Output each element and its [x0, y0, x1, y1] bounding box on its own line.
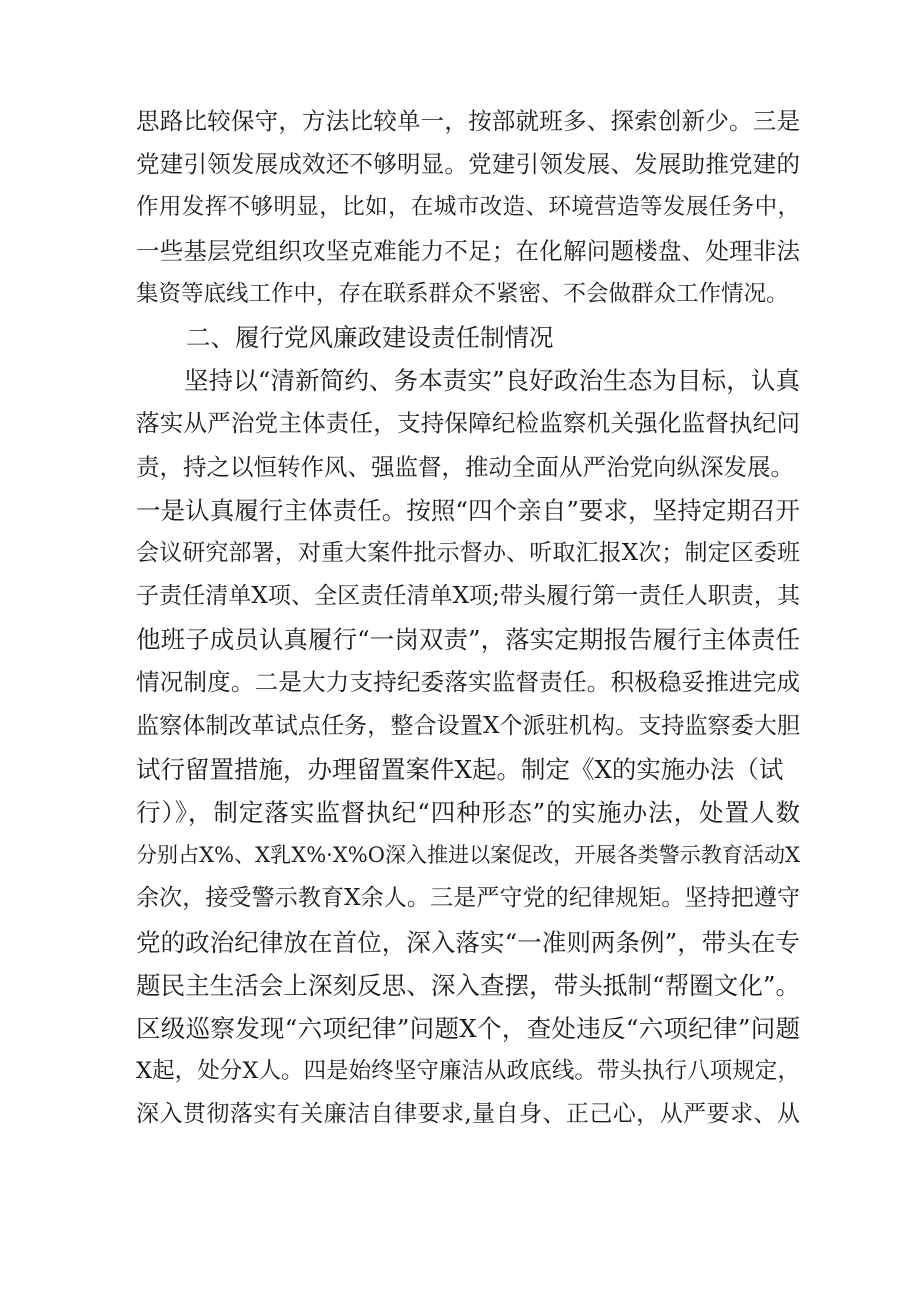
- paragraph-line: 党的政治纪律放在首位，深入落实“一准则两条例”，带头在专: [136, 927, 800, 957]
- paragraph-line: 区级巡察发现“六项纪律”问题X个，查处违反“六项纪律”问题: [136, 1013, 800, 1043]
- paragraph-line: 一是认真履行主体责任。按照“四个亲自”要求，坚持定期召开: [136, 495, 800, 525]
- paragraph-line: 他班子成员认真履行“一岗双责”，落实定期报告履行主体责任: [136, 625, 800, 655]
- paragraph-line: 责，持之以恒转作风、强监督，推动全面从严治党向纵深发展。: [136, 452, 794, 481]
- paragraph-line: 思路比较保守，方法比较单一，按部就班多、探索创新少。三是: [136, 107, 800, 135]
- paragraph-line: 分别占X%、X乳X%·X%O深入推进以案促改，开展各类警示教育活动X: [136, 843, 800, 868]
- paragraph-line: 试行留置措施，办理留置案件X起。制定《X的实施办法（试: [136, 754, 784, 784]
- paragraph-line: 落实从严治党主体责任，支持保障纪检监察机关强化监督执纪问: [136, 409, 800, 438]
- paragraph-line: 深入贯彻落实有关廉洁自律要求,量自身、正己心，从严要求、从: [136, 1101, 800, 1128]
- paragraph-line: 党建引领发展成效还不够明显。党建引领发展、发展助推党建的: [136, 150, 800, 179]
- document-body: [136, 100, 800, 1137]
- section-heading: 二、履行党风廉政建设责任制情况: [186, 322, 554, 352]
- paragraph-line: X起，处分X人。四是始终坚守廉洁从政底线。带头执行八项规定，: [136, 1058, 800, 1085]
- paragraph-line: 子责任清单X项、全区责任清单X项;带头履行第一责任人职责，其: [136, 583, 800, 610]
- paragraph-line: 坚持以“清新简约、务本责实”良好政治生态为目标，认真: [184, 366, 800, 396]
- paragraph-line: 监察体制改革试点任务，整合设置X个派驻机构。支持监察委大胆: [136, 712, 800, 739]
- paragraph-line: 一些基层党组织攻坚克难能力不足；在化解问题楼盘、处理非法: [136, 236, 800, 265]
- paragraph-line: 行）》，制定落实监督执纪“四种形态”的实施办法，处置人数: [136, 798, 800, 827]
- paragraph-line: 题民主生活会上深刻反思、深入查摆，带头抵制“帮圈文化”。: [136, 970, 800, 1000]
- paragraph-line: 余次，接受警示教育X余人。三是严守党的纪律规矩。坚持把遵守: [136, 885, 800, 912]
- paragraph-line: 作用发挥不够明显，比如，在城市改造、环境营造等发展任务中，: [136, 194, 800, 221]
- paragraph-line: 集资等底线工作中，存在联系群众不紧密、不会做群众工作情况。: [136, 280, 789, 307]
- paragraph-line: 会议研究部署，对重大案件批示督办、听取汇报X次；制定区委班: [136, 539, 800, 566]
- paragraph-line: 情况制度。二是大力支持纪委落实监督责任。积极稳妥推进完成: [136, 668, 800, 697]
